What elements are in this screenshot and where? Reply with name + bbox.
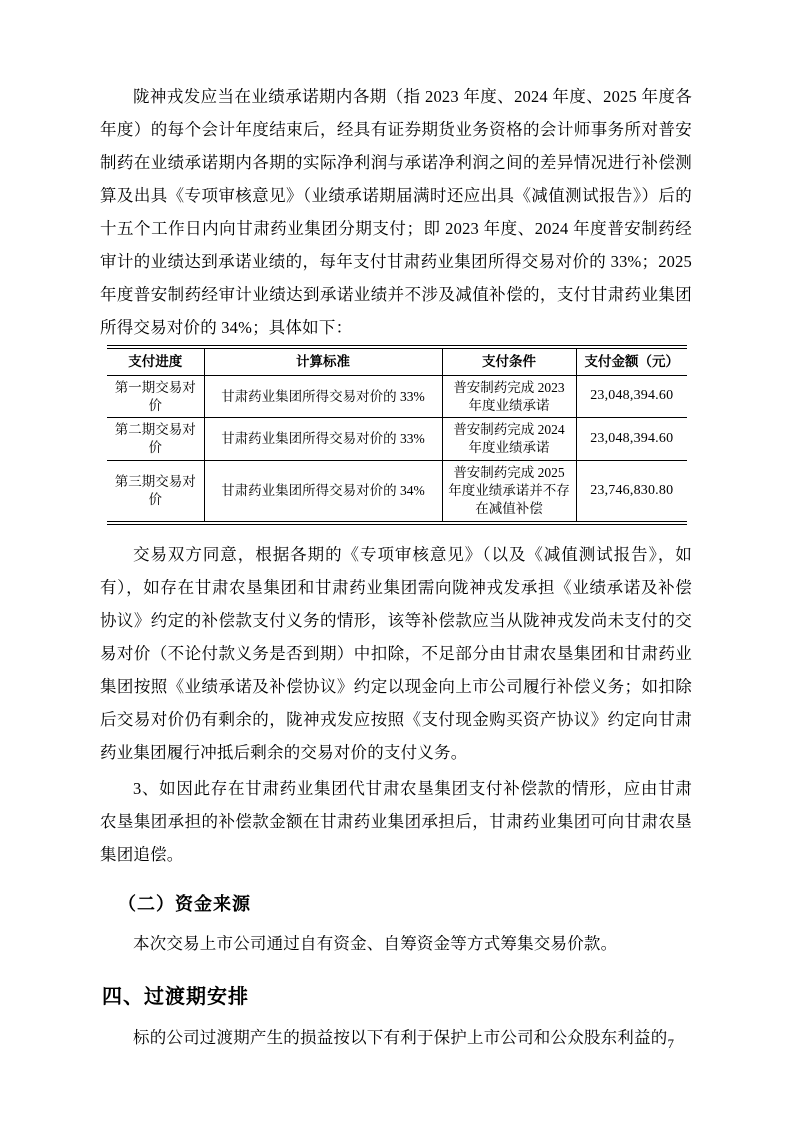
paragraph-transition-period: 标的公司过渡期产生的损益按以下有利于保护上市公司和公众股东利益的 — [133, 1027, 668, 1047]
cell-standard: 甘肃药业集团所得交易对价的 33% — [204, 418, 442, 461]
cell-standard: 甘肃药业集团所得交易对价的 34% — [204, 461, 442, 523]
header-payment-condition: 支付条件 — [442, 347, 576, 375]
cell-progress: 第一期交易对价 — [107, 375, 204, 418]
paragraph-funding-source: 本次交易上市公司通过自有资金、自筹资金等方式筹集交易价款。 — [133, 933, 618, 953]
cell-amount: 23,048,394.60 — [576, 418, 687, 461]
table-row-second-installment — [107, 418, 687, 461]
payment-table-body — [107, 375, 687, 522]
section-heading-transition-period: 四、过渡期安排 — [102, 985, 249, 1008]
table-row-first-installment — [107, 375, 687, 418]
payment-schedule-table — [107, 345, 687, 525]
header-payment-progress: 支付进度 — [128, 354, 183, 369]
section-heading-funding-source: （二）资金来源 — [118, 893, 251, 914]
header-calculation-standard: 计算标准 — [204, 347, 442, 375]
cell-amount: 23,048,394.60 — [576, 375, 687, 418]
cell-condition: 普安制药完成 2025 年度业绩承诺并不存在减值补偿 — [442, 461, 576, 523]
cell-progress: 第二期交易对价 — [107, 418, 204, 461]
cell-condition: 普安制药完成 2024 年度业绩承诺 — [442, 418, 576, 461]
paragraph-recourse-clause: 3、如因此存在甘肃药业集团代甘肃农垦集团支付补偿款的情形，应由甘肃农垦集团承担的补偿款金额在甘肃药业集团承担后，甘肃药业集团可向甘肃农垦集团追偿。 — [100, 778, 692, 864]
payment-table-header — [107, 347, 687, 375]
cell-standard: 甘肃药业集团所得交易对价的 33% — [204, 375, 442, 418]
cell-amount: 23,746,830.80 — [576, 461, 687, 523]
paragraph-compensation-deduction: 交易双方同意，根据各期的《专项审核意见》（以及《减值测试报告》，如有），如存在甘肃农垦集团和甘肃药业集团需向陇神戎发承担《业绩承诺及补偿协议》约定的补偿款支付义务的情形，该等补偿款应当从陇神戎发尚未支付的交易对价（不论付款义务是否到期）中扣除，不足部分由甘肃农垦集团和甘肃药业集团按照《业绩承诺及补偿协议》约定以现金向上市公司履行补偿义务；如扣除后交易对价仍有剩余的，陇神戎发应按照《支付现金购买资产协议》约定向甘肃药业集团履行冲抵后剩余的交易对价的支付义务。 — [100, 544, 692, 762]
cell-progress: 第三期交易对价 — [107, 461, 204, 523]
paragraph-payment-schedule-intro: 陇神戎发应当在业绩承诺期内各期（指 2023 年度、2024 年度、2025 年度各年度）的每个会计年度结束后，经具有证券期货业务资格的会计师事务所对普安制药在业绩承诺期内各期的实际净利润与承诺净利润之间的差异情况进行补偿测算及出具《专项审核意见》（业绩承诺期届满时还应出具《减值测试报告》）后的十五个工作日内向甘肃药业集团分期支付；即 2023 年度、2024 年度普安制药经审计的业绩达到承诺业绩的，每年支付甘肃药业集团所得交易对价的 33%；2025 年度普安制药经审计业绩达到承诺业绩并不涉及减值补偿的，支付甘肃药业集团所得交易对价的 34%；具体如下： — [100, 87, 692, 337]
table-header-row — [107, 347, 687, 375]
cell-condition: 普安制药完成 2023 年度业绩承诺 — [442, 375, 576, 418]
page-number: 7 — [667, 1036, 674, 1051]
header-payment-amount: 支付金额（元） — [576, 347, 687, 375]
table-row-third-installment — [107, 461, 687, 523]
